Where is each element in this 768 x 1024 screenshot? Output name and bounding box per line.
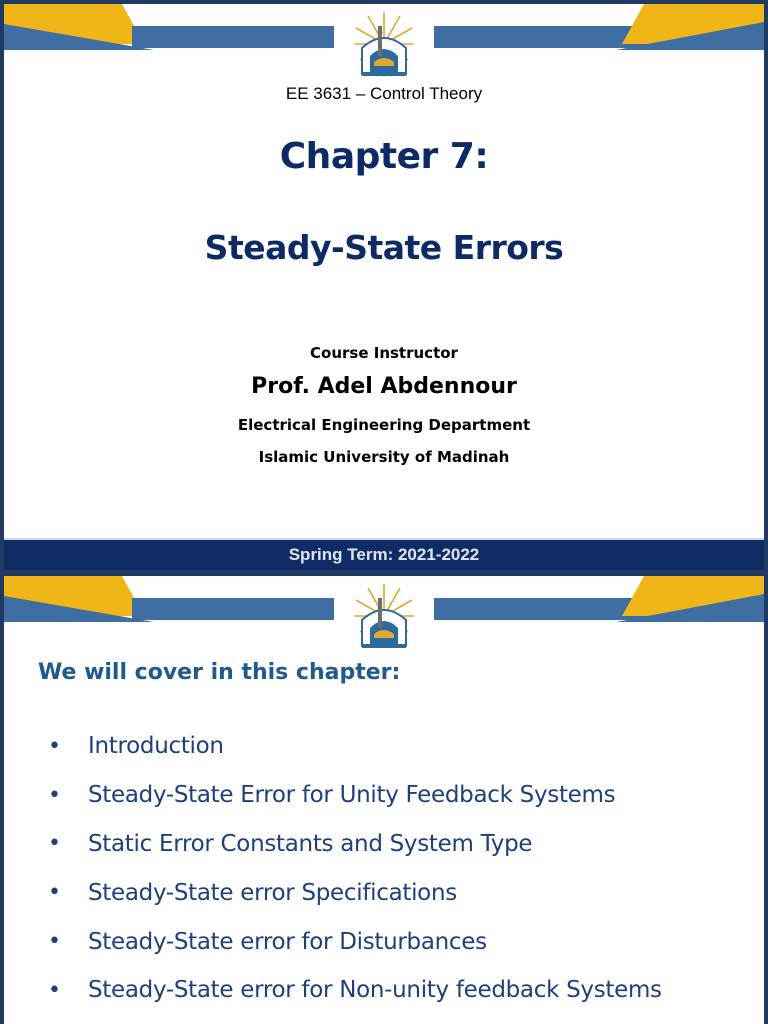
instructor-name: Prof. Adel Abdennour xyxy=(251,374,517,399)
bullet: • xyxy=(48,782,61,808)
bullet: • xyxy=(48,733,61,759)
bullet: • xyxy=(48,880,61,906)
left-blue-bar xyxy=(132,26,334,48)
bullet: • xyxy=(48,977,61,1003)
department-name: Electrical Engineering Department xyxy=(237,416,531,434)
topic-text: Steady-State error for Non-unity feedback Systems xyxy=(88,977,662,1004)
course-code: EE 3631 – Control Theory xyxy=(285,84,483,103)
topic-text: Steady-State error Specifications xyxy=(88,879,457,906)
title-slide xyxy=(4,4,764,570)
topic-text: Steady-State Error for Unity Feedback Systems xyxy=(88,782,616,809)
bullet: • xyxy=(48,831,61,857)
list-item xyxy=(48,917,758,966)
outline-heading: We will cover in this chapter: xyxy=(38,660,401,685)
university-name: Islamic University of Madinah xyxy=(258,448,510,466)
university-logo xyxy=(348,580,420,652)
right-blue-bar xyxy=(434,26,654,48)
list-item xyxy=(48,820,758,869)
chapter-number: Chapter 7: xyxy=(279,136,489,177)
list-item xyxy=(48,868,758,917)
footer-bar xyxy=(4,538,764,570)
right-blue-bar xyxy=(434,598,654,620)
list-item xyxy=(48,966,758,1015)
instructor-label: Course Instructor xyxy=(310,344,458,362)
outline-slide xyxy=(4,576,764,1024)
topic-list xyxy=(48,722,758,1015)
topic-text: Introduction xyxy=(88,733,224,760)
list-item xyxy=(48,722,758,771)
topic-text: Steady-State error for Disturbances xyxy=(88,928,487,955)
term-label: Spring Term: 2021-2022 xyxy=(288,545,480,564)
chapter-title: Steady-State Errors xyxy=(204,228,564,267)
university-logo xyxy=(348,8,420,80)
bullet: • xyxy=(48,929,61,955)
left-blue-bar xyxy=(132,598,334,620)
topic-text: Static Error Constants and System Type xyxy=(88,830,533,857)
list-item xyxy=(48,771,758,820)
